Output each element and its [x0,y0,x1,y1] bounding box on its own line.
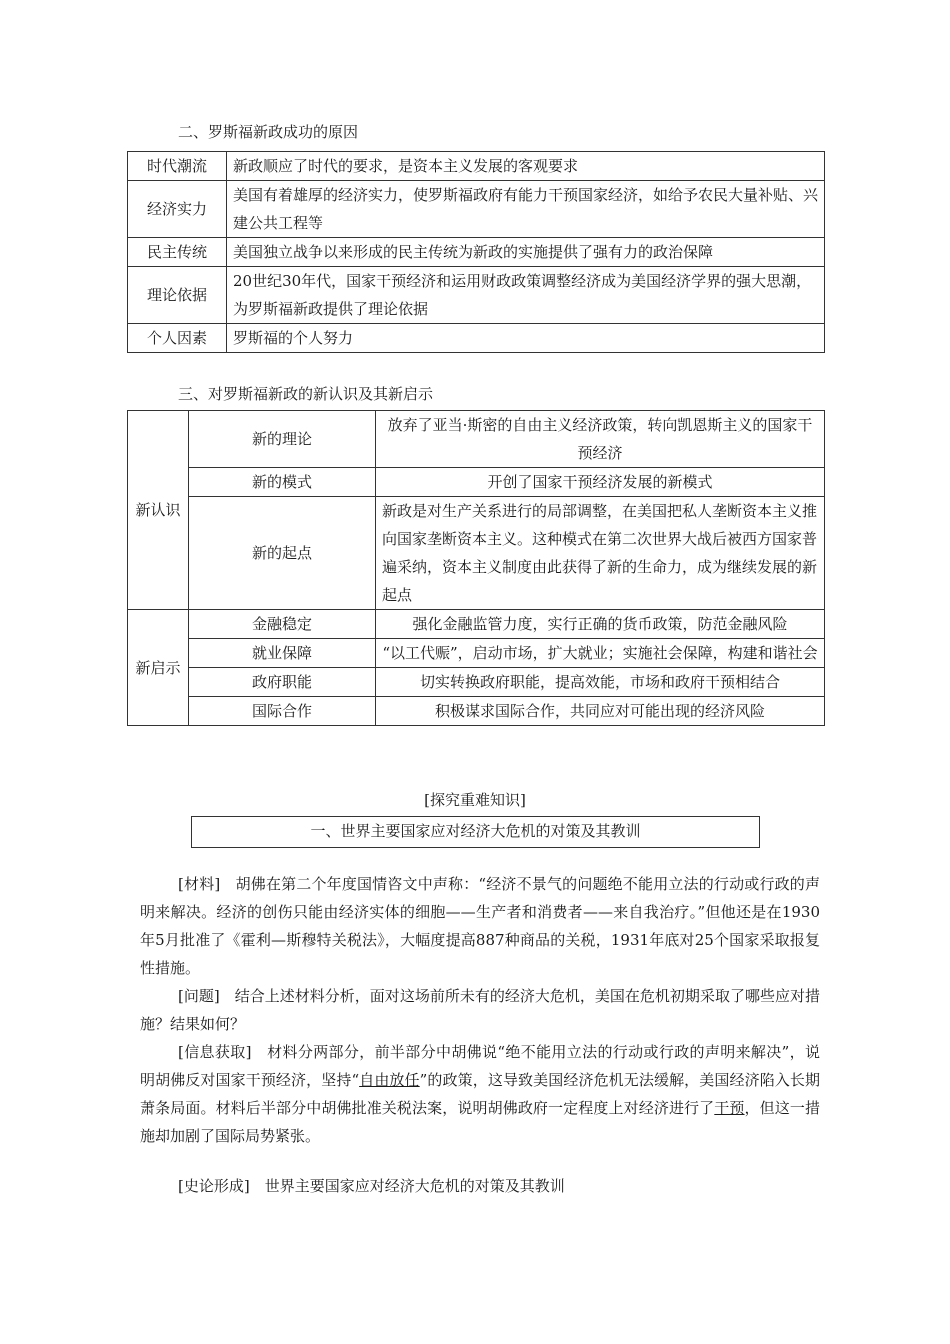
table-row [128,610,825,639]
conclusion-text: 世界主要国家应对经济大危机的对策及其教训 [249,1177,565,1195]
table-row [128,238,825,267]
row-sub: 国际合作 [189,697,376,726]
table-row [128,697,825,726]
row-detail: 开创了国家干预经济发展的新模式 [376,468,825,497]
row-detail: 积极谋求国际合作，共同应对可能出现的经济风险 [376,697,825,726]
row-sub: 新的起点 [189,497,376,610]
question-paragraph [140,982,820,1038]
conclusion-paragraph [140,1172,820,1200]
group-label-understanding: 新认识 [128,411,189,610]
row-desc: 罗斯福的个人努力 [227,324,825,353]
info-text-3: ，但这一措施却加剧了国际局势紧张。 [140,1099,820,1145]
row-desc: 新政顺应了时代的要求，是资本主义发展的客观要求 [227,152,825,181]
row-sub: 政府职能 [189,668,376,697]
row-label: 理论依据 [128,267,227,324]
table-row [128,668,825,697]
info-text-2: ”的政策，这导致美国经济危机无法缓解，美国经济陷入长期萧条局面。材料后半部分中胡佛批准关税法案，说明胡佛政府一定程度上对经济进行了 [140,1071,821,1117]
table-row [128,468,825,497]
row-label: 时代潮流 [128,152,227,181]
reasons-table [127,151,825,353]
explore-box-title: 一、世界主要国家应对经济大危机的对策及其教训 [191,816,760,848]
material-tag: [材料] [178,875,221,893]
row-label: 民主传统 [128,238,227,267]
info-underline-1: 自由放任 [359,1071,420,1089]
question-text: 结合上述材料分析，面对这场前所未有的经济大危机，美国在危机初期采取了哪些应对措施？结果如何？ [140,987,820,1033]
row-label: 经济实力 [128,181,227,238]
row-desc: 美国独立战争以来形成的民主传统为新政的实施提供了强有力的政治保障 [227,238,825,267]
question-tag: [问题] [178,987,220,1005]
row-label: 个人因素 [128,324,227,353]
row-sub: 新的模式 [189,468,376,497]
table-row [128,267,825,324]
table-row [128,152,825,181]
new-understanding-table [127,410,825,726]
table-row [128,411,825,468]
table-row [128,181,825,238]
row-sub: 就业保障 [189,639,376,668]
section2-heading: 二、罗斯福新政成功的原因 [178,123,359,141]
row-desc: 美国有着雄厚的经济实力，使罗斯福政府有能力干预国家经济，如给予农民大量补贴、兴建公共工程等 [227,181,825,238]
table-row [128,497,825,610]
row-detail: 放弃了亚当·斯密的自由主义经济政策，转向凯恩斯主义的国家干预经济 [376,411,825,468]
row-detail: 强化金融监管力度，实行正确的货币政策，防范金融风险 [376,610,825,639]
material-paragraph [140,870,820,982]
info-text-1: 材料分两部分，前半部分中胡佛说“绝不能用立法的行动或行政的声明来解决”，说明胡佛反对国家干预经济，坚持“ [140,1043,820,1089]
info-paragraph [140,1038,820,1150]
table-row [128,324,825,353]
material-text: 胡佛在第二个年度国情咨文中声称：“经济不景气的问题绝不能用立法的行动或行政的声明来解决。经济的创伤只能由经济实体的细胞——生产者和消费者——来自我治疗。”但他还是在1930年5月批准了《霍利—斯穆特关税法》，大幅度提高887种商品的关税，1931年底对25个国家采取报复性措施。 [140,875,820,977]
row-sub: 金融稳定 [189,610,376,639]
row-detail: 新政是对生产关系进行的局部调整，在美国把私人垄断资本主义推向国家垄断资本主义。这种模式在第二次世界大战后被西方国家普遍采纳，资本主义制度由此获得了新的生命力，成为继续发展的新起点 [376,497,825,610]
group-label-inspiration: 新启示 [128,610,189,726]
row-detail: “以工代赈”，启动市场，扩大就业；实施社会保障，构建和谐社会 [376,639,825,668]
row-sub: 新的理论 [189,411,376,468]
row-desc: 20世纪30年代，国家干预经济和运用财政政策调整经济成为美国经济学界的强大思潮，为罗斯福新政提供了理论依据 [227,267,825,324]
row-detail: 切实转换政府职能，提高效能，市场和政府干预相结合 [376,668,825,697]
section3-heading: 三、对罗斯福新政的新认识及其新启示 [178,385,434,403]
explore-label: [探究重难知识] [424,791,526,809]
table-row [128,639,825,668]
info-tag: [信息获取] [178,1043,252,1061]
info-underline-2: 干预 [714,1099,745,1117]
conclusion-tag: [史论形成] [178,1177,250,1195]
